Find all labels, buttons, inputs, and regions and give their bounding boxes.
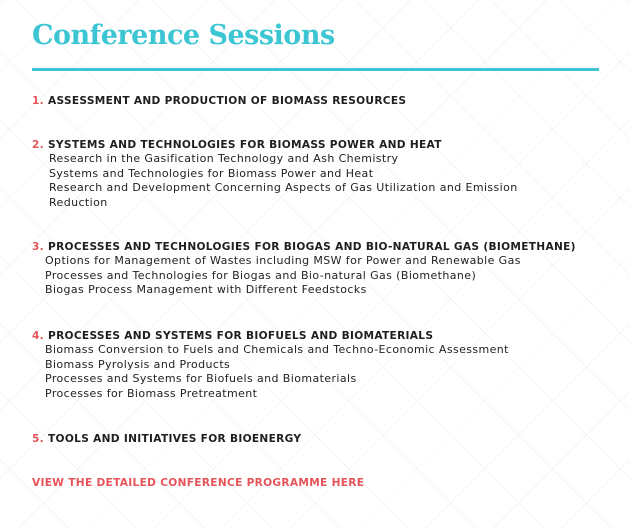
session-topic: Biomass Pyrolysis and Products [45, 357, 231, 371]
session-heading [32, 433, 301, 445]
session-3 [32, 241, 576, 298]
session-2 [32, 139, 518, 210]
session-number: 3. [32, 241, 44, 253]
session-number: 5. [32, 433, 44, 445]
session-topic: Biogas Process Management with Different Feedstocks [45, 283, 367, 297]
session-topic: Processes and Systems for Biofuels and Biomaterials [45, 372, 357, 386]
title-divider [32, 68, 599, 71]
session-heading [32, 330, 509, 342]
session-topic: Systems and Technologies for Biomass Power and Heat [49, 166, 374, 180]
session-title: ASSESSMENT AND PRODUCTION OF BIOMASS RESOURCES [48, 95, 407, 107]
session-number: 4. [32, 330, 44, 342]
session-heading [32, 139, 518, 151]
session-1 [32, 95, 406, 107]
programme-link[interactable]: VIEW THE DETAILED CONFERENCE PROGRAMME HERE [32, 477, 365, 489]
session-number: 1. [32, 95, 44, 107]
session-topic: Research in the Gasification Technology and Ash Chemistry [49, 152, 399, 165]
session-number: 2. [32, 139, 44, 151]
session-title: TOOLS AND INITIATIVES FOR BIOENERGY [48, 433, 302, 445]
session-topic: Processes for Biomass Pretreatment [45, 386, 258, 400]
session-heading [32, 95, 406, 107]
session-topic: Research and Development Concerning Aspects of Gas Utilization and Emission [49, 181, 518, 195]
session-5 [32, 433, 301, 445]
session-topic: Reduction [49, 195, 108, 209]
session-topic: Options for Management of Wastes including MSW for Power and Renewable Gas [45, 254, 521, 267]
page-title: Conference Sessions [32, 20, 335, 51]
session-heading [32, 241, 576, 253]
session-topic: Biomass Conversion to Fuels and Chemicals and Techno-Economic Assessment [45, 343, 509, 356]
session-topic: Processes and Technologies for Biogas and Bio-natural Gas (Biomethane) [45, 268, 477, 282]
session-title: SYSTEMS AND TECHNOLOGIES FOR BIOMASS POWER AND HEAT [48, 139, 442, 151]
session-title: PROCESSES AND SYSTEMS FOR BIOFUELS AND BIOMATERIALS [48, 330, 434, 342]
session-4 [32, 330, 509, 401]
session-title: PROCESSES AND TECHNOLOGIES FOR BIOGAS AND BIO-NATURAL GAS (BIOMETHANE) [48, 241, 576, 253]
